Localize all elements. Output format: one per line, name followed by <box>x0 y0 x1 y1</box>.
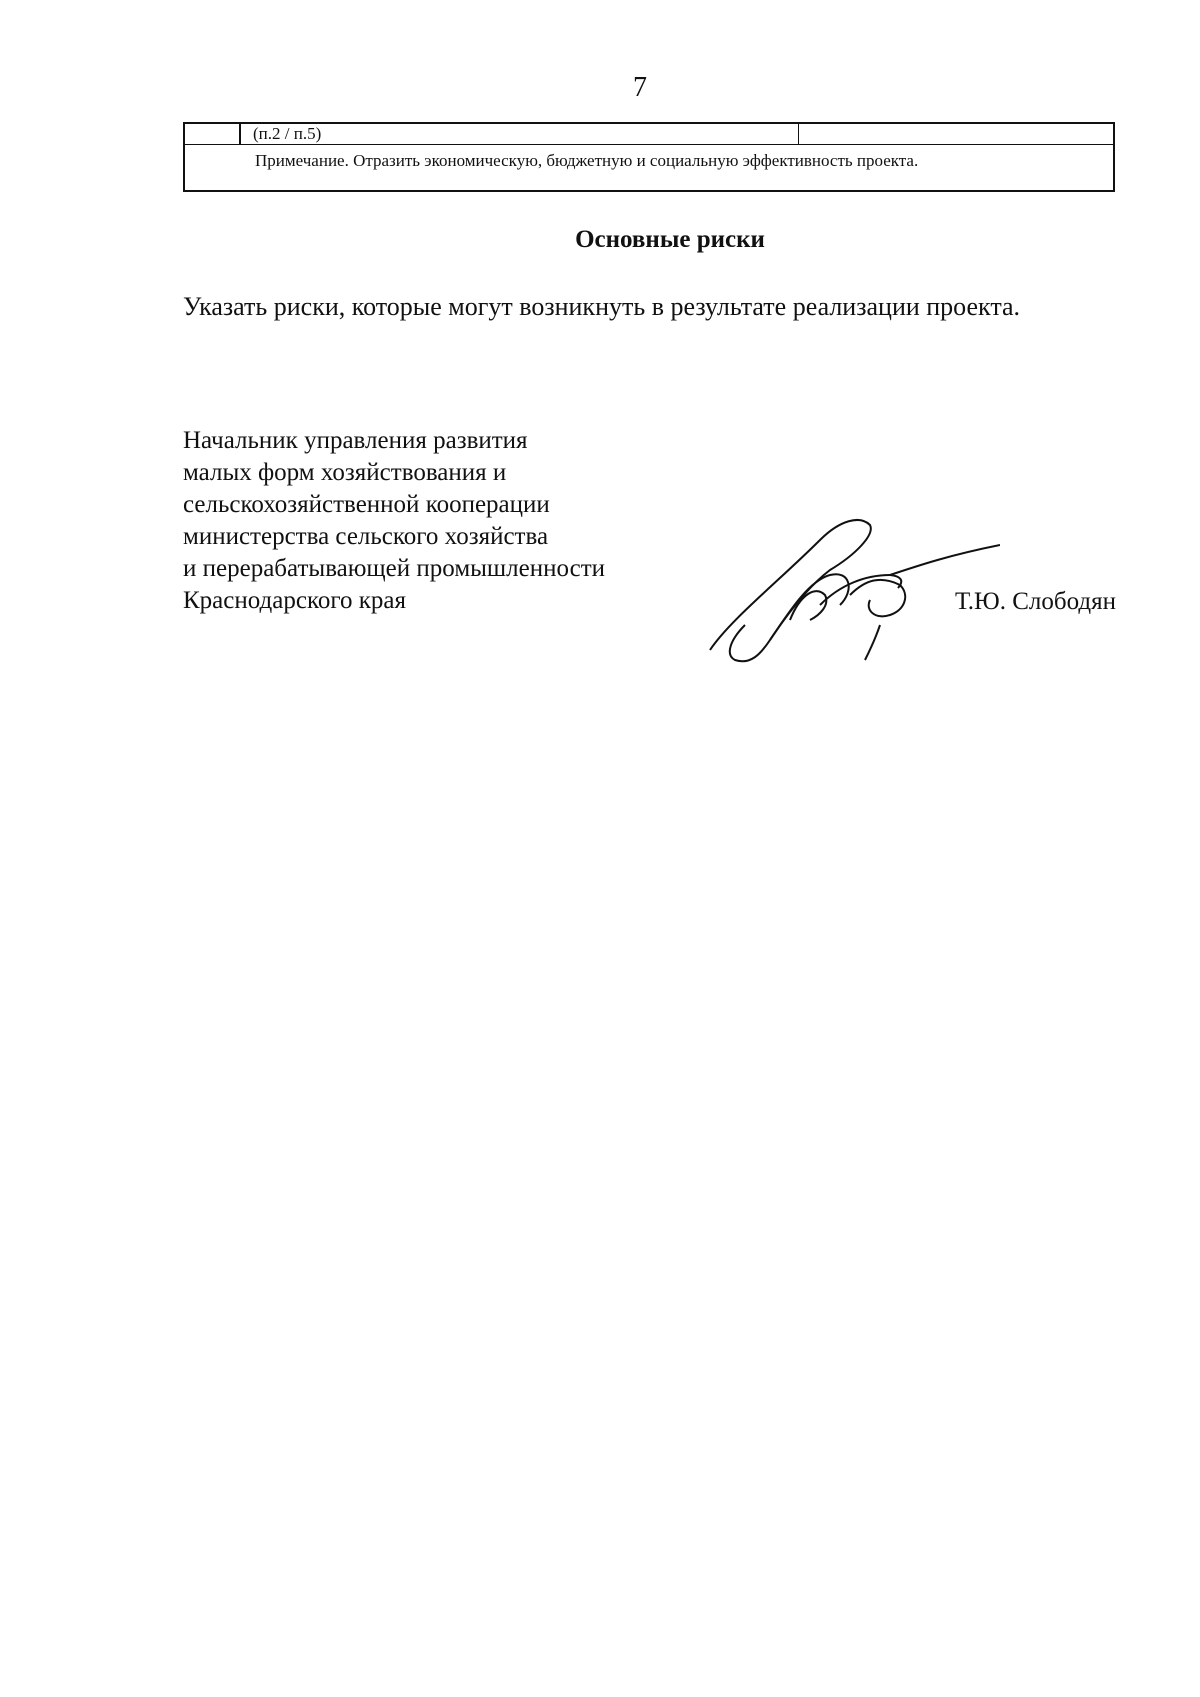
table-cell-empty <box>185 124 241 144</box>
table-cell-empty <box>799 124 1113 144</box>
table-row <box>185 124 1113 145</box>
position-line: Начальник управления развития <box>183 427 528 454</box>
signature-position-block <box>183 425 605 617</box>
summary-table <box>183 122 1115 192</box>
signer-name: Т.Ю. Слободян <box>955 588 1116 615</box>
risks-description: Указать риски, которые могут возникнуть в результате реализации проекта. <box>183 292 1021 321</box>
position-line: министерства сельского хозяйства <box>183 523 549 550</box>
table-cell-reference: (п.2 / п.5) <box>241 124 799 144</box>
section-title-risks: Основные риски <box>575 226 765 253</box>
position-line: сельскохозяйственной кооперации <box>183 491 550 518</box>
page-number: 7 <box>633 72 647 103</box>
position-line: Краснодарского края <box>183 587 406 614</box>
position-line: и перерабатывающей промышленности <box>183 555 606 582</box>
position-line: малых форм хозяйствования и <box>183 459 507 486</box>
table-note: Примечание. Отразить экономическую, бюджетную и социальную эффективность проекта. <box>255 151 919 170</box>
table-row-note <box>185 145 1113 192</box>
